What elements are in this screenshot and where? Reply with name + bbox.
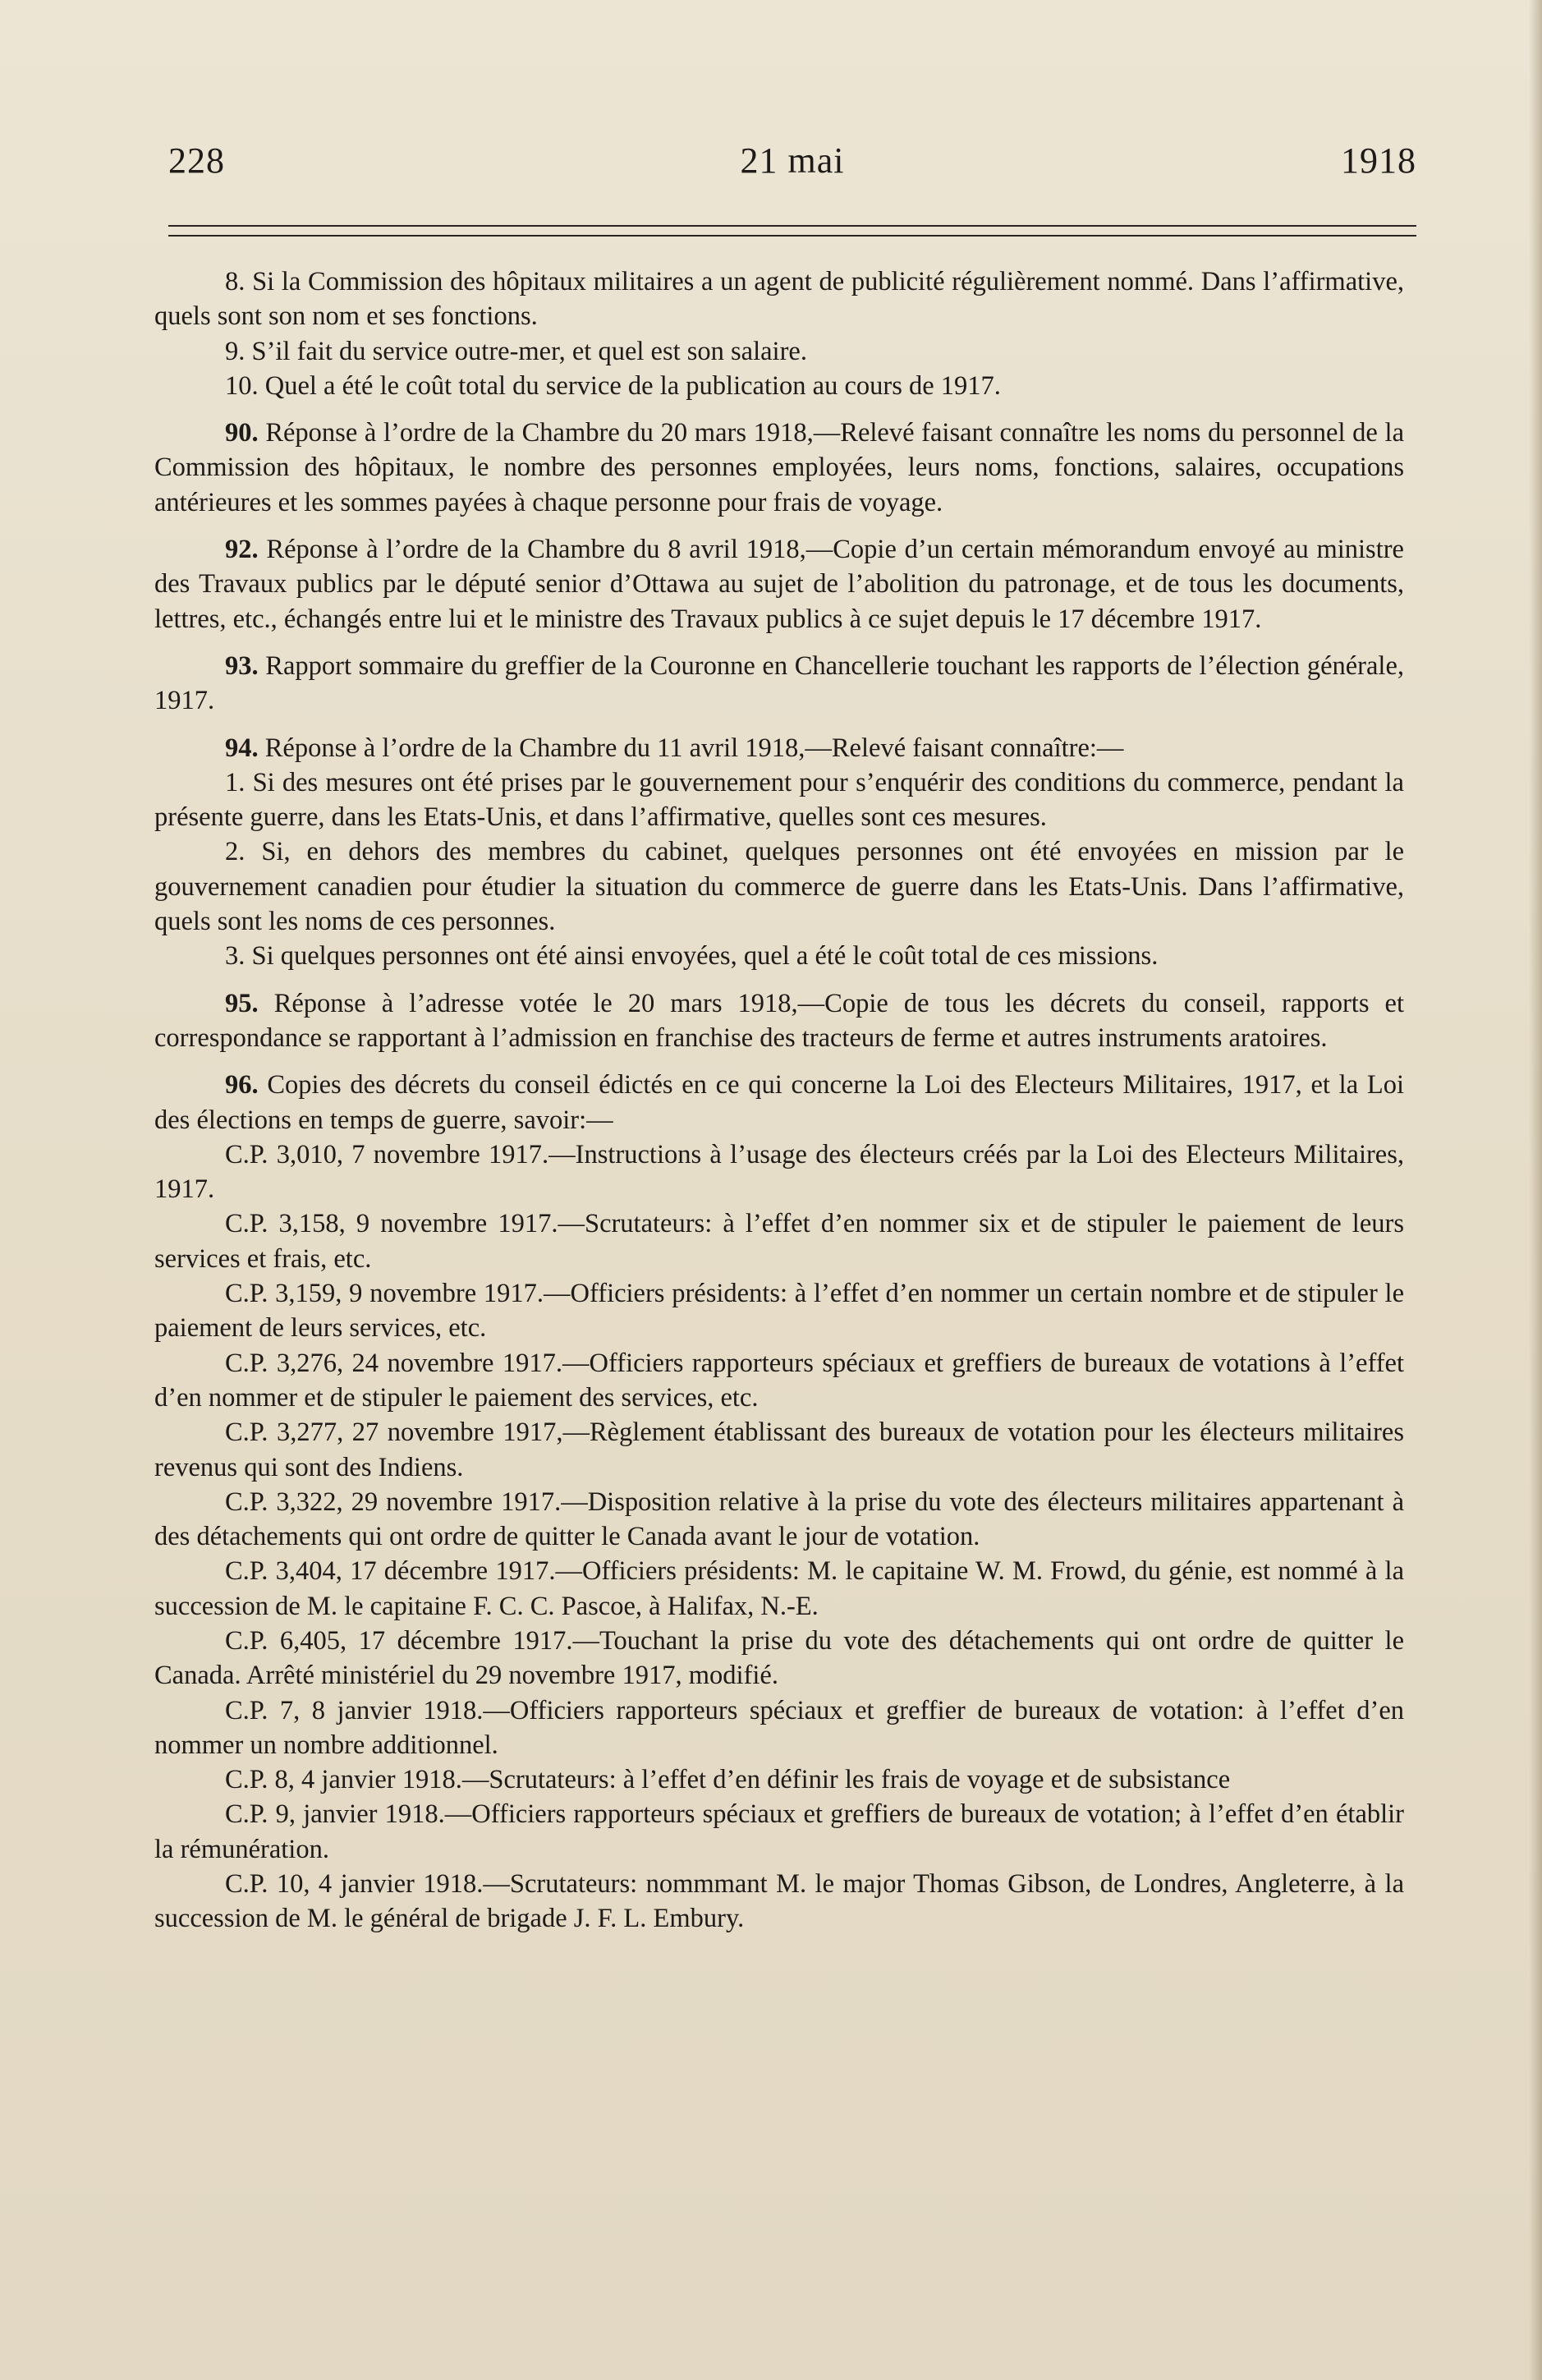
paragraph-96: 96. Copies des décrets du conseil édictés en ce qui concerne la Loi des Electeurs Militaires, 1917, et la Loi des élections en temps de guerre, savoir:— — [154, 1070, 1405, 1135]
paragraph-number: 93. — [225, 650, 259, 681]
paragraph-94-item-2: 2. Si, en dehors des membres du cabinet, quelques personnes ont été envoyées en mission par le gouvernement canadien pour étudier la situation du commerce de guerre dans les Etats-Unis. Dans l’affirmative, quels sont les noms de ces personnes. — [154, 837, 1404, 937]
paragraph-item-8: 8. Si la Commission des hôpitaux militaires a un agent de publicité régulièrement nommé. Dans l’affirmative, quels sont son nom et ses fonctions. — [154, 267, 1404, 332]
order-in-council-3159: C.P. 3,159, 9 novembre 1917.—Officiers présidents: à l’effet d’en nommer un certain nombre et de stipuler le paiement de leurs services, etc. — [154, 1279, 1404, 1344]
header-year: 1918 — [1341, 140, 1416, 181]
order-in-council-9: C.P. 9, janvier 1918.—Officiers rapporteurs spéciaux et greffiers de bureaux de votation; à l’effet d’en établir la rémunération. — [154, 1799, 1404, 1864]
page-edge-shadow — [1529, 0, 1542, 2380]
order-in-council-3010: C.P. 3,010, 7 novembre 1917.—Instructions à l’usage des électeurs créés par la Loi des Electeurs Militaires, 1917. — [154, 1139, 1404, 1205]
order-in-council-7: C.P. 7, 8 janvier 1918.—Officiers rapporteurs spéciaux et greffier de bureaux de votation: à l’effet d’en nommer un nombre additionnel. — [154, 1695, 1404, 1760]
paragraph-92: 92. Réponse à l’ordre de la Chambre du 8 avril 1918,—Copie d’un certain mémorandum envoyé au ministre des Travaux publics par le député senior d’Ottawa au sujet de l’abolition du patronage, et de tous les documents, lettres, etc., échangés entre lui et le ministre des Travaux publics à ce sujet depuis le 17 décembre 1917. — [154, 535, 1404, 634]
order-in-council-3158: C.P. 3,158, 9 novembre 1917.—Scrutateurs: à l’effet d’en nommer six et de stipuler le paiement de leurs services et frais, etc. — [154, 1209, 1404, 1274]
order-in-council-8: C.P. 8, 4 janvier 1918.—Scrutateurs: à l’effet d’en définir les frais de voyage et de subsistance — [225, 1765, 1231, 1795]
paragraph-93: 93. Rapport sommaire du greffier de la Couronne en Chancellerie touchant les rapports de l’élection générale, 1917. — [154, 650, 1405, 716]
paragraph-95: 95. Réponse à l’adresse votée le 20 mars 1918,—Copie de tous les décrets du conseil, rapports et correspondance se rapportant à l’admission en franchise des tracteurs de ferme et autres instruments aratoires. — [154, 988, 1404, 1053]
paragraph-number: 95. — [225, 988, 259, 1018]
paragraph-number: 96. — [225, 1070, 259, 1100]
paragraph-90: 90. Réponse à l’ordre de la Chambre du 20 mars 1918,—Relevé faisant connaître les noms du personnel de la Commission des hôpitaux, le nombre des personnes employées, leurs noms, fonctions, salaires, occupations antérieures et les sommes payées à chaque personne pour frais de voyage. — [154, 418, 1404, 517]
paragraph-number: 92. — [225, 535, 259, 565]
paragraph-94-item-1: 1. Si des mesures ont été prises par le gouvernement pour s’enquérir des conditions du commerce, pendant la présente guerre, dans les Etats-Unis, et dans l’affirmative, quelles sont ces mesures. — [154, 767, 1404, 833]
order-in-council-6405: C.P. 6,405, 17 décembre 1917.—Touchant la prise du vote des détachements qui ont ordre de quitter le Canada. Arrêté ministériel du 29 novembre 1917, modifié. — [154, 1625, 1404, 1691]
paragraph-number: 94. — [225, 733, 259, 763]
paragraph-94-item-3: 3. Si quelques personnes ont été ainsi envoyées, quel a été le coût total de ces missions. — [225, 941, 1159, 972]
paragraph-item-10: 10. Quel a été le coût total du service de la publication au cours de 1917. — [225, 370, 1001, 401]
order-in-council-3276: C.P. 3,276, 24 novembre 1917.—Officiers rapporteurs spéciaux et greffiers de bureaux de votations à l’effet d’en nommer et de stipuler le paiement des services, etc. — [154, 1348, 1404, 1413]
header-date: 21 mai — [740, 140, 845, 181]
order-in-council-3404: C.P. 3,404, 17 décembre 1917.—Officiers présidents: M. le capitaine W. M. Frowd, du génie, est nommé à la succession de M. le capitaine F. C. C. Pascoe, à Halifax, N.-E. — [154, 1556, 1404, 1621]
page-header — [168, 140, 1416, 197]
page-number: 228 — [168, 140, 225, 181]
order-in-council-10: C.P. 10, 4 janvier 1918.—Scrutateurs: nommmant M. le major Thomas Gibson, de Londres, Angleterre, à la succession de M. le général de brigade J. F. L. Embury. — [154, 1869, 1404, 1934]
document-body — [154, 264, 1404, 1937]
header-rule-bottom — [168, 235, 1416, 237]
order-in-council-3322: C.P. 3,322, 29 novembre 1917.—Disposition relative à la prise du vote des électeurs militaires appartenant à des détachements qui ont ordre de quitter le Canada avant le jour de votation. — [154, 1486, 1404, 1552]
paragraph-number: 90. — [225, 418, 259, 448]
header-rule-top — [168, 225, 1416, 227]
paragraph-item-9: 9. S’il fait du service outre-mer, et quel est son salaire. — [225, 336, 807, 366]
order-in-council-3277: C.P. 3,277, 27 novembre 1917,—Règlement établissant des bureaux de votation pour les électeurs militaires revenus qui sont des Indiens. — [154, 1417, 1404, 1482]
paragraph-94: 94. Réponse à l’ordre de la Chambre du 11 avril 1918,—Relevé faisant connaître:— — [225, 733, 1124, 763]
